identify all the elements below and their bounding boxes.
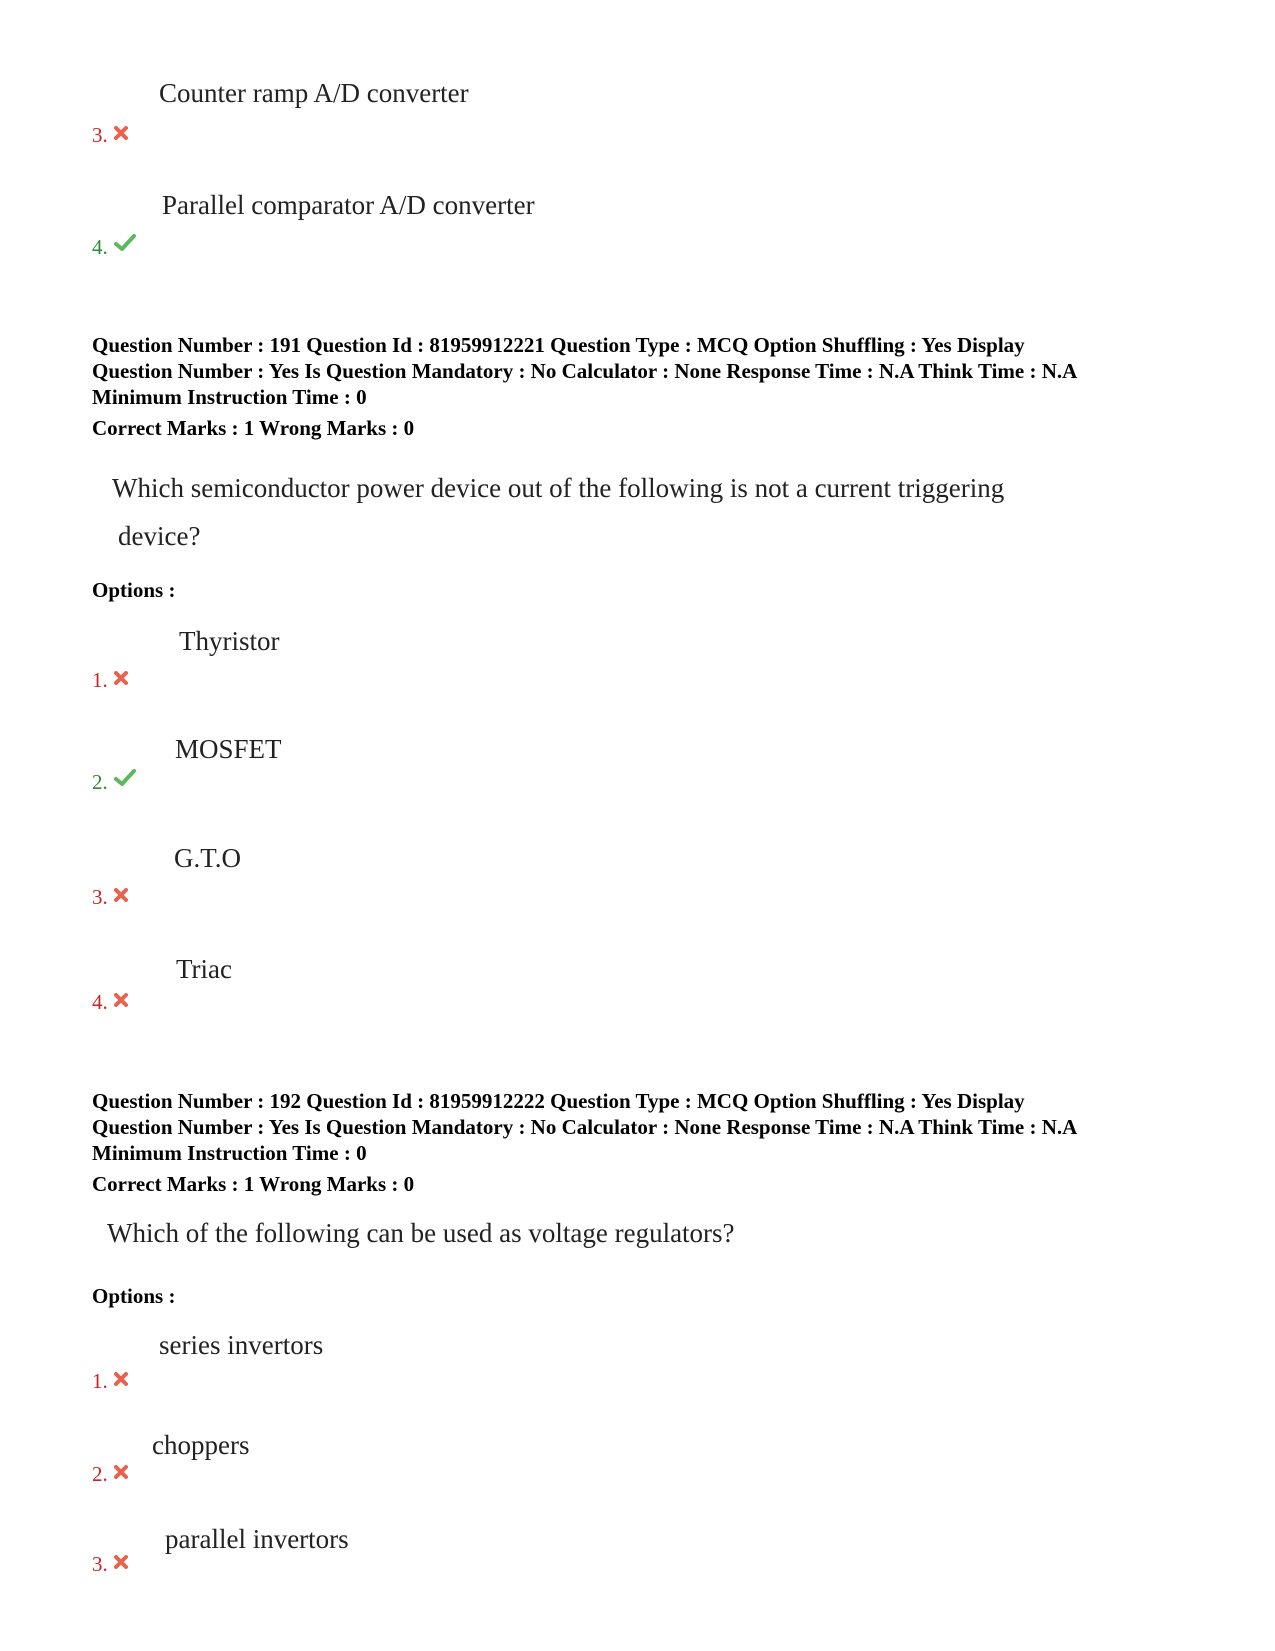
options-label: Options : <box>92 1284 176 1308</box>
question-meta-line: Question Number : 192 Question Id : 81959912222 Question Type : MCQ Option Shuffling : Yes Display <box>92 1089 1025 1113</box>
option-number-label: 1. <box>92 668 108 692</box>
question-meta-line: Question Number : 191 Question Id : 81959912221 Question Type : MCQ Option Shuffling : Yes Display <box>92 333 1025 357</box>
option-number <box>92 1550 128 1577</box>
option-number-label: 3. <box>92 123 108 147</box>
option-number <box>92 1460 128 1487</box>
question-meta-line: Minimum Instruction Time : 0 <box>92 1141 367 1165</box>
option-number-label: 2. <box>92 770 108 794</box>
question-meta-line: Minimum Instruction Time : 0 <box>92 385 367 409</box>
options-label: Options : <box>92 578 176 602</box>
option-number <box>92 883 128 910</box>
question-marks: Correct Marks : 1 Wrong Marks : 0 <box>92 1172 415 1196</box>
option-text: Thyristor <box>179 626 280 656</box>
check-icon <box>114 768 136 793</box>
option-number-label: 3. <box>92 1552 108 1576</box>
question-meta-line: Question Number : Yes Is Question Mandatory : No Calculator : None Response Time : N.A Think Time : N.A <box>92 1115 1078 1139</box>
question-marks: Correct Marks : 1 Wrong Marks : 0 <box>92 416 415 440</box>
option-number <box>92 233 136 260</box>
option-number-label: 3. <box>92 885 108 909</box>
option-number <box>92 768 136 795</box>
question-meta-line: Question Number : Yes Is Question Mandatory : No Calculator : None Response Time : N.A Think Time : N.A <box>92 359 1078 383</box>
option-text: G.T.O <box>174 843 241 873</box>
option-text: series invertors <box>159 1330 324 1360</box>
option-number <box>92 1367 128 1394</box>
option-number <box>92 121 128 148</box>
option-number-label: 4. <box>92 990 108 1014</box>
cross-icon <box>114 988 128 1013</box>
cross-icon <box>114 883 128 908</box>
option-text: Counter ramp A/D converter <box>159 78 469 108</box>
option-number <box>92 988 128 1015</box>
option-text: Triac <box>176 954 233 984</box>
cross-icon <box>114 1460 128 1485</box>
option-number-label: 2. <box>92 1462 108 1486</box>
option-text: MOSFET <box>175 734 282 764</box>
question-text: Which of the following can be used as voltage regulators? <box>107 1218 735 1248</box>
cross-icon <box>114 1550 128 1575</box>
cross-icon <box>114 1367 128 1392</box>
check-icon <box>114 233 136 258</box>
option-number-label: 1. <box>92 1369 108 1393</box>
question-text: Which semiconductor power device out of the following is not a current triggering <box>112 473 1005 503</box>
option-number <box>92 666 128 693</box>
option-number-label: 4. <box>92 235 108 259</box>
option-text: Parallel comparator A/D converter <box>162 190 535 220</box>
option-text: parallel invertors <box>165 1524 349 1554</box>
question-text: device? <box>118 521 201 551</box>
cross-icon <box>114 121 128 146</box>
cross-icon <box>114 666 128 691</box>
option-text: choppers <box>152 1430 250 1460</box>
